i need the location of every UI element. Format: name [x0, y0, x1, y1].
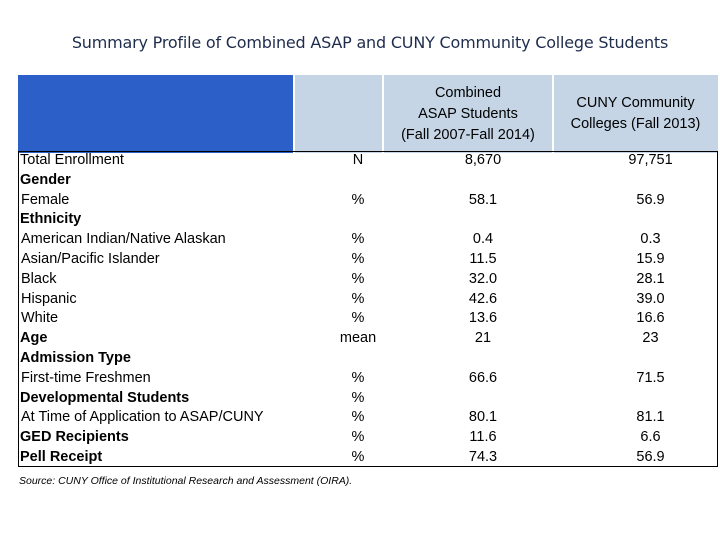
row-label: American Indian/Native Alaskan	[21, 231, 226, 248]
row-label: GED Recipients	[20, 429, 129, 446]
table-row	[18, 229, 718, 249]
row-value-asap: 8,670	[464, 152, 502, 168]
row-unit: mean	[339, 330, 377, 347]
table-row	[18, 269, 718, 289]
row-value-cuny: 23	[642, 330, 659, 347]
row-value-asap: 11.5	[469, 251, 497, 267]
row-label: Female	[21, 191, 70, 208]
row-unit: %	[351, 429, 365, 446]
row-value-asap: 13.6	[468, 310, 498, 327]
row-unit: %	[351, 310, 365, 327]
row-value-cuny: 39.0	[636, 290, 665, 307]
row-value-cuny: 56.9	[636, 449, 665, 465]
row-value-asap: 0.4	[472, 231, 494, 248]
table-row	[18, 308, 718, 328]
table-row	[18, 407, 718, 427]
table-row	[18, 150, 718, 170]
row-value-cuny: 97,751	[628, 152, 673, 168]
row-value-asap: 21	[474, 330, 492, 347]
row-label: Hispanic	[21, 290, 77, 307]
row-unit: %	[351, 251, 365, 267]
header-divider	[293, 75, 295, 153]
row-unit: %	[351, 369, 365, 386]
column-header-line: Colleges (Fall 2013)	[570, 116, 701, 132]
row-value-asap: 80.1	[468, 409, 498, 426]
row-label: Developmental Students	[20, 389, 190, 406]
row-value-asap: 32.0	[468, 270, 498, 287]
page-title: Summary Profile of Combined ASAP and CUNY Community College Students	[71, 33, 669, 52]
row-label: First-time Freshmen	[21, 369, 151, 386]
row-value-cuny: 0.3	[640, 231, 661, 248]
column-header-cuny	[553, 75, 718, 153]
row-unit: N	[352, 152, 364, 168]
column-header-asap	[383, 75, 553, 153]
row-label: Age	[20, 330, 48, 347]
row-label: Asian/Pacific Islander	[21, 251, 160, 267]
row-value-cuny: 81.1	[636, 409, 665, 426]
row-label: Gender	[20, 171, 71, 188]
row-value-cuny: 15.9	[636, 251, 665, 267]
table-row	[18, 209, 718, 229]
row-unit: %	[351, 270, 365, 287]
row-label: Ethnicity	[20, 211, 82, 228]
row-value-asap: 11.6	[469, 429, 497, 446]
table-row	[18, 368, 718, 388]
table-row	[18, 447, 718, 467]
table-row	[18, 348, 718, 368]
row-label: Pell Receipt	[20, 449, 103, 465]
row-label: Total Enrollment	[20, 152, 124, 168]
row-label: At Time of Application to ASAP/CUNY	[21, 409, 264, 426]
row-value-cuny: 28.1	[636, 270, 665, 287]
row-unit: %	[351, 191, 365, 208]
row-label: Black	[21, 270, 57, 287]
table-row	[18, 427, 718, 447]
table-row	[18, 388, 718, 408]
table-row	[18, 249, 718, 269]
row-value-asap: 42.6	[468, 290, 498, 307]
table-row	[18, 289, 718, 309]
table-row	[18, 170, 718, 190]
row-unit: %	[351, 409, 365, 426]
table-row	[18, 190, 718, 210]
row-unit: %	[351, 389, 365, 406]
source-note: Source: CUNY Office of Institutional Research and Assessment (OIRA).	[19, 475, 353, 487]
table-row	[18, 328, 718, 348]
row-label: Admission Type	[20, 350, 131, 366]
row-value-cuny: 71.5	[636, 369, 665, 386]
column-header-line: (Fall 2007-Fall 2014)	[401, 126, 535, 143]
column-header-line: Combined	[434, 84, 502, 101]
row-value-asap: 74.3	[468, 449, 498, 465]
row-value-cuny: 16.6	[636, 310, 665, 327]
row-value-cuny: 6.6	[640, 429, 661, 446]
row-unit: %	[351, 290, 365, 307]
header-label-block	[18, 75, 293, 153]
row-unit: %	[351, 231, 365, 248]
row-unit: %	[351, 449, 365, 465]
column-header-line: CUNY Community	[576, 95, 695, 111]
row-label: White	[21, 310, 59, 327]
row-value-asap: 58.1	[468, 191, 498, 208]
row-value-asap: 66.6	[468, 369, 498, 386]
row-value-cuny: 56.9	[636, 191, 665, 208]
column-header-line: ASAP Students	[418, 105, 518, 122]
